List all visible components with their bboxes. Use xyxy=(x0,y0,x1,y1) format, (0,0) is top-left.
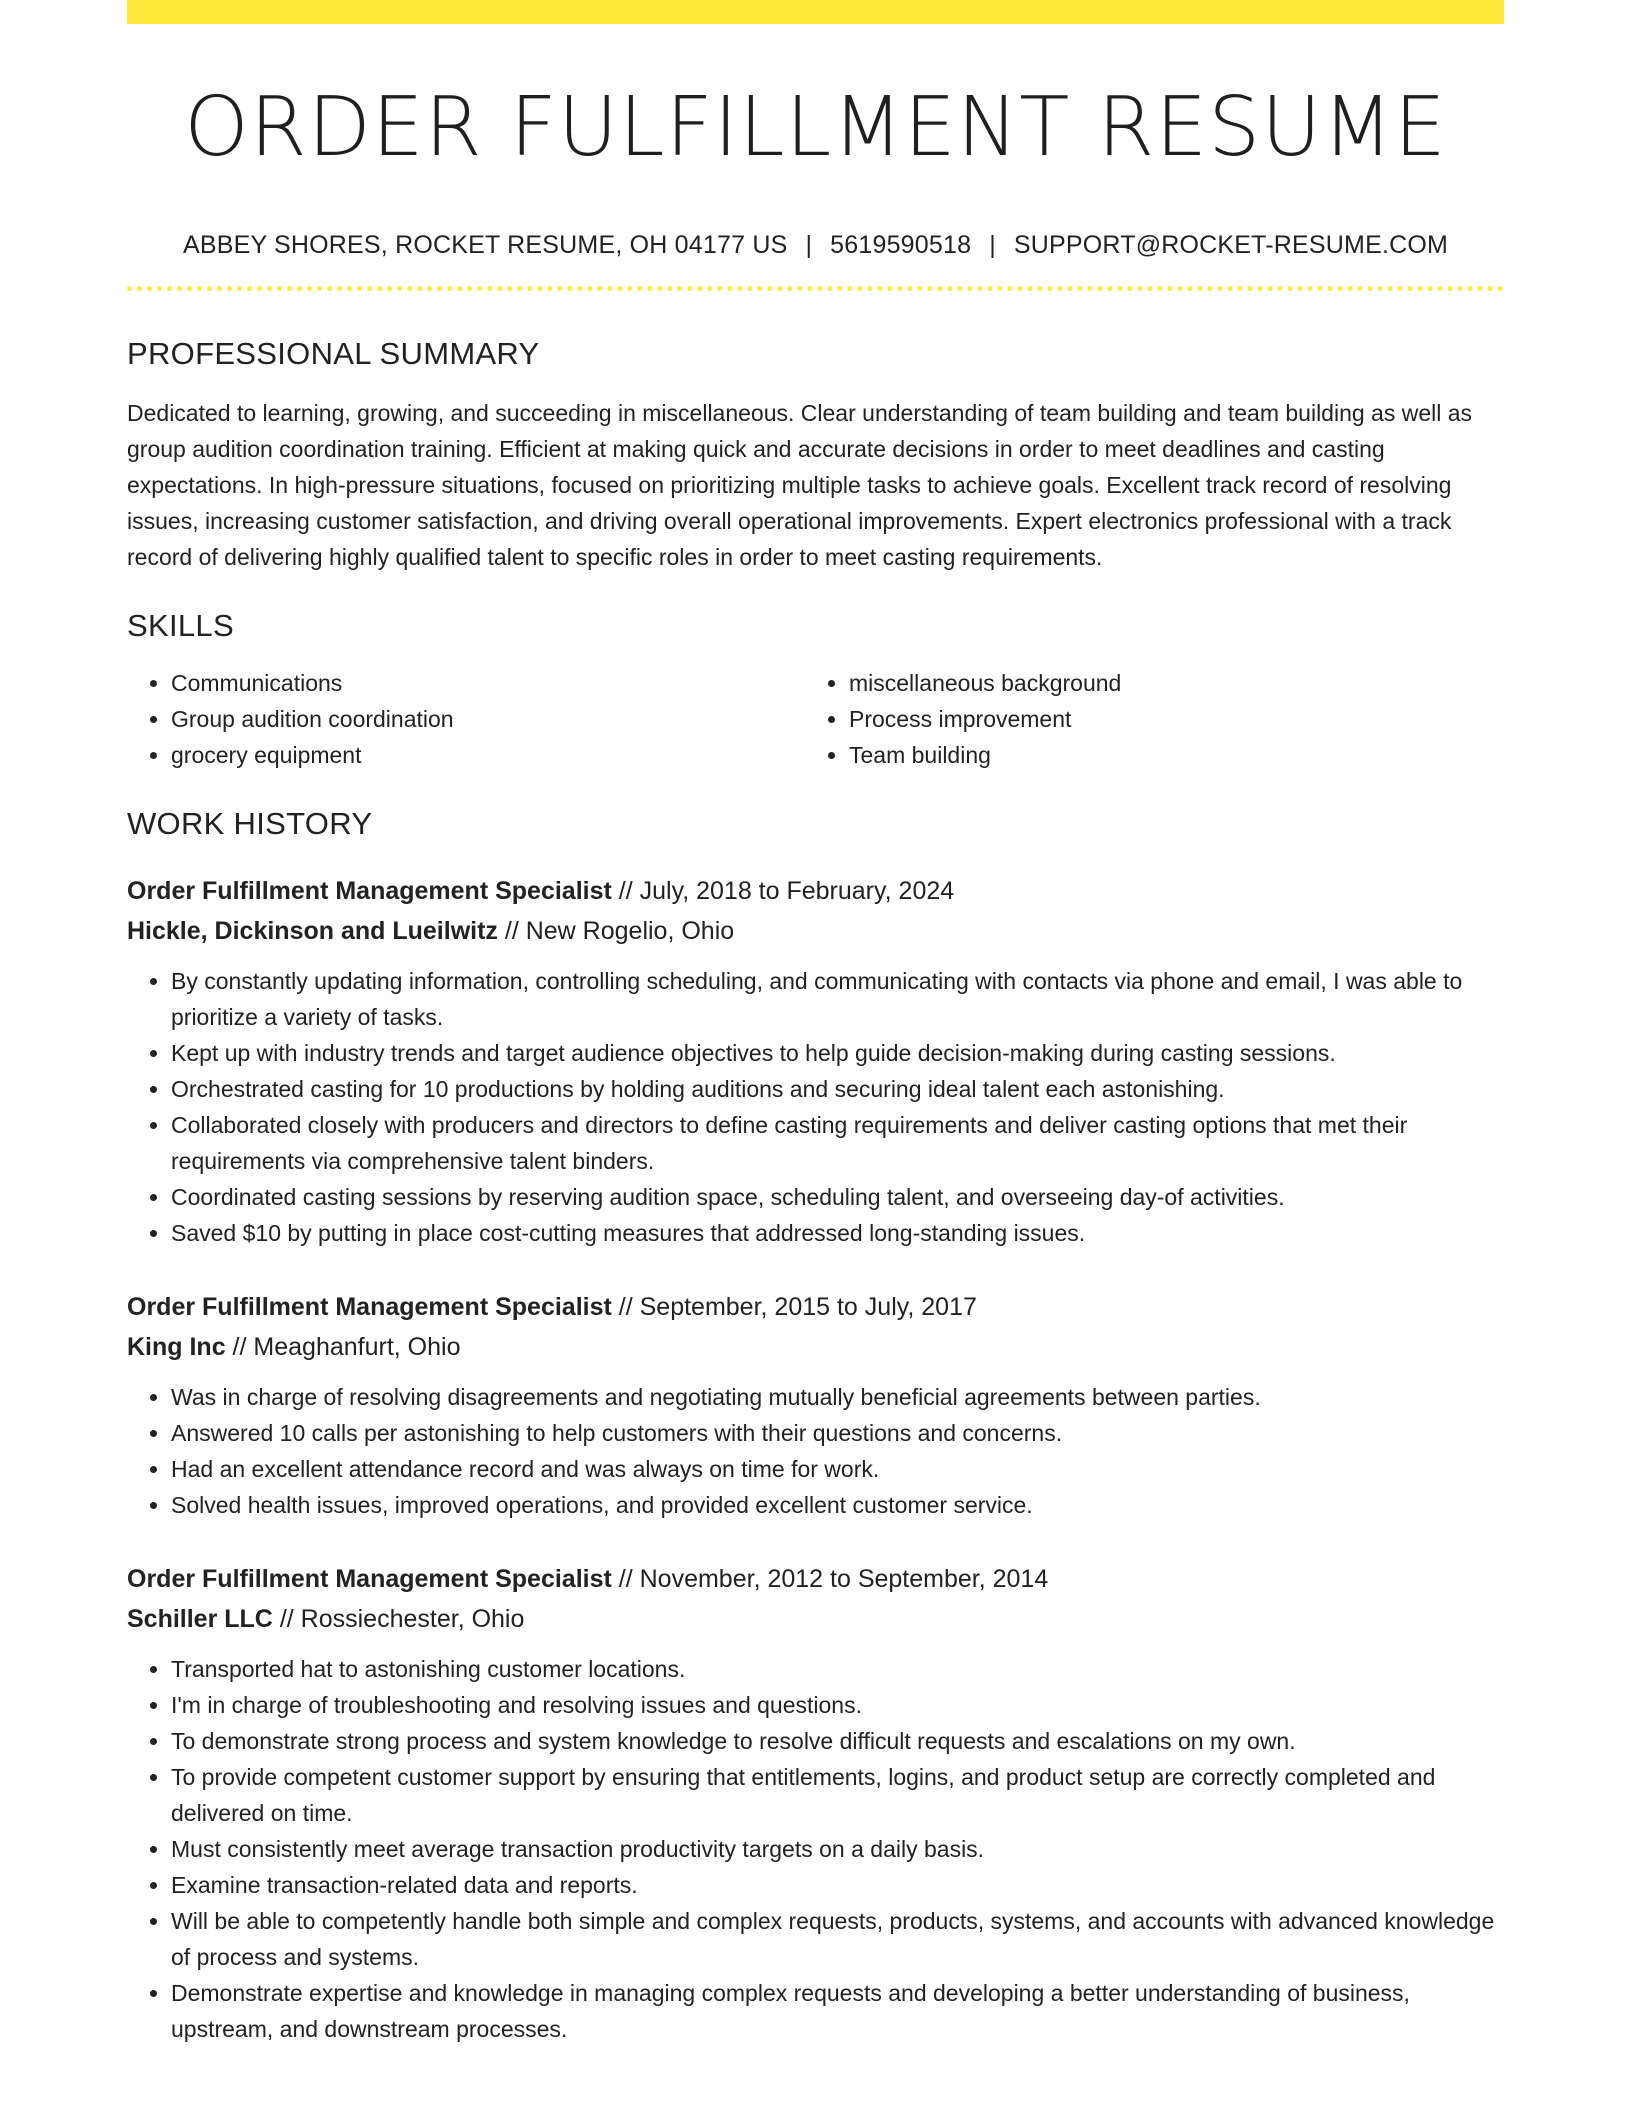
job-entry xyxy=(127,1287,1504,1523)
skill-item: • grocery equipment xyxy=(171,737,805,773)
skill-item: • Team building xyxy=(849,737,1483,773)
summary-heading: PROFESSIONAL SUMMARY xyxy=(127,336,540,371)
skills-column-right xyxy=(805,665,1483,773)
job-company: Hickle, Dickinson and Lueilwitz xyxy=(127,917,498,945)
resume-title: ORDER FULFILLMENT RESUME xyxy=(184,80,1447,175)
job-entry xyxy=(127,871,1504,1251)
resume-page xyxy=(127,0,1504,2047)
job-company-line xyxy=(127,911,1504,951)
job-bullet: • Collaborated closely with producers and directors to define casting requirements and deliver casting options that met their requirements via comprehensive talent binders. xyxy=(171,1107,1504,1179)
job-company-line xyxy=(127,1327,1504,1367)
job-location: New Rogelio, Ohio xyxy=(525,917,735,945)
job-bullets xyxy=(127,1379,1504,1523)
job-bullets xyxy=(127,1651,1504,2047)
skill-item: • miscellaneous background xyxy=(849,665,1483,701)
job-separator: // xyxy=(225,1333,254,1361)
job-separator: // xyxy=(611,877,640,905)
contact-email: SUPPORT@ROCKET-RESUME.COM xyxy=(1013,231,1449,259)
job-company-line xyxy=(127,1599,1504,1639)
dotted-divider xyxy=(127,286,1504,291)
job-dates: July, 2018 to February, 2024 xyxy=(639,877,955,905)
job-bullets xyxy=(127,963,1504,1251)
job-entry xyxy=(127,1559,1504,2047)
job-title-line xyxy=(127,1287,1504,1327)
skill-item: • Group audition coordination xyxy=(171,701,805,737)
job-title: Order Fulfillment Management Specialist xyxy=(127,1293,612,1321)
job-location: Meaghanfurt, Ohio xyxy=(253,1333,461,1361)
job-title-line xyxy=(127,1559,1504,1599)
top-accent-bar xyxy=(127,0,1504,24)
job-bullet: • Demonstrate expertise and knowledge in managing complex requests and developing a better understanding of business, upstream, and downstream processes. xyxy=(171,1975,1504,2047)
job-title-line xyxy=(127,871,1504,911)
skill-item: • Communications xyxy=(171,665,805,701)
skills-list xyxy=(127,665,1504,773)
job-company: Schiller LLC xyxy=(127,1605,273,1633)
contact-separator: | xyxy=(989,231,996,259)
job-bullet: • To provide competent customer support by ensuring that entitlements, logins, and product setup are correctly completed and delivered on time. xyxy=(171,1759,1504,1831)
job-title: Order Fulfillment Management Specialist xyxy=(127,877,612,905)
job-bullet: • Solved health issues, improved operations, and provided excellent customer service. xyxy=(171,1487,1504,1523)
job-bullet: • Had an excellent attendance record and was always on time for work. xyxy=(171,1451,1504,1487)
job-dates: November, 2012 to September, 2014 xyxy=(639,1565,1049,1593)
job-bullet: • Orchestrated casting for 10 productions by holding auditions and securing ideal talent each astonishing. xyxy=(171,1071,1504,1107)
job-bullet: • By constantly updating information, controlling scheduling, and communicating with contacts via phone and email, I was able to prioritize a variety of tasks. xyxy=(171,963,1504,1035)
job-dates: September, 2015 to July, 2017 xyxy=(639,1293,977,1321)
summary-text: Dedicated to learning, growing, and succeeding in miscellaneous. Clear understanding of team building and team building as well as group audition coordination training. Efficient at making quick and accurate decisions in order to meet deadlines and casting expectations. In high-pressure situations, focused on prioritizing multiple tasks to achieve goals. Excellent track record of resolving issues, increasing customer satisfaction, and driving overall operational improvements. Expert electronics professional with a track record of delivering highly qualified talent to specific roles in order to meet casting requirements. xyxy=(127,400,1473,570)
job-separator: // xyxy=(611,1565,640,1593)
job-title: Order Fulfillment Management Specialist xyxy=(127,1565,612,1593)
contact-address: ABBEY SHORES, ROCKET RESUME, OH 04177 US xyxy=(182,231,788,259)
job-bullet: • Kept up with industry trends and target audience objectives to help guide decision-making during casting sessions. xyxy=(171,1035,1504,1071)
skills-column-left xyxy=(127,665,805,773)
contact-phone: 5619590518 xyxy=(830,231,972,259)
contact-separator: | xyxy=(805,231,813,259)
job-bullet: • Will be able to competently handle both simple and complex requests, products, systems, and accounts with advanced knowledge of process and systems. xyxy=(171,1903,1504,1975)
job-separator: // xyxy=(272,1605,301,1633)
job-bullet: • Answered 10 calls per astonishing to help customers with their questions and concerns. xyxy=(171,1415,1504,1451)
job-location: Rossiechester, Ohio xyxy=(300,1605,525,1633)
job-bullet: • Saved $10 by putting in place cost-cutting measures that addressed long-standing issues. xyxy=(171,1215,1504,1251)
skill-item: • Process improvement xyxy=(849,701,1483,737)
job-separator: // xyxy=(497,917,526,945)
skills-heading: SKILLS xyxy=(127,608,234,643)
job-bullet: • Must consistently meet average transaction productivity targets on a daily basis. xyxy=(171,1831,1504,1867)
job-company: King Inc xyxy=(127,1333,226,1361)
contact-line xyxy=(127,230,1504,260)
job-bullet: • Transported hat to astonishing customer locations. xyxy=(171,1651,1504,1687)
job-separator: // xyxy=(611,1293,640,1321)
job-bullet: • Was in charge of resolving disagreements and negotiating mutually beneficial agreements between parties. xyxy=(171,1379,1504,1415)
job-bullet: • Examine transaction-related data and reports. xyxy=(171,1867,1504,1903)
job-bullet: • I'm in charge of troubleshooting and resolving issues and questions. xyxy=(171,1687,1504,1723)
job-bullet: • To demonstrate strong process and system knowledge to resolve difficult requests and escalations on my own. xyxy=(171,1723,1504,1759)
work-history-heading: WORK HISTORY xyxy=(127,806,373,841)
job-bullet: • Coordinated casting sessions by reserving audition space, scheduling talent, and overseeing day-of activities. xyxy=(171,1179,1504,1215)
